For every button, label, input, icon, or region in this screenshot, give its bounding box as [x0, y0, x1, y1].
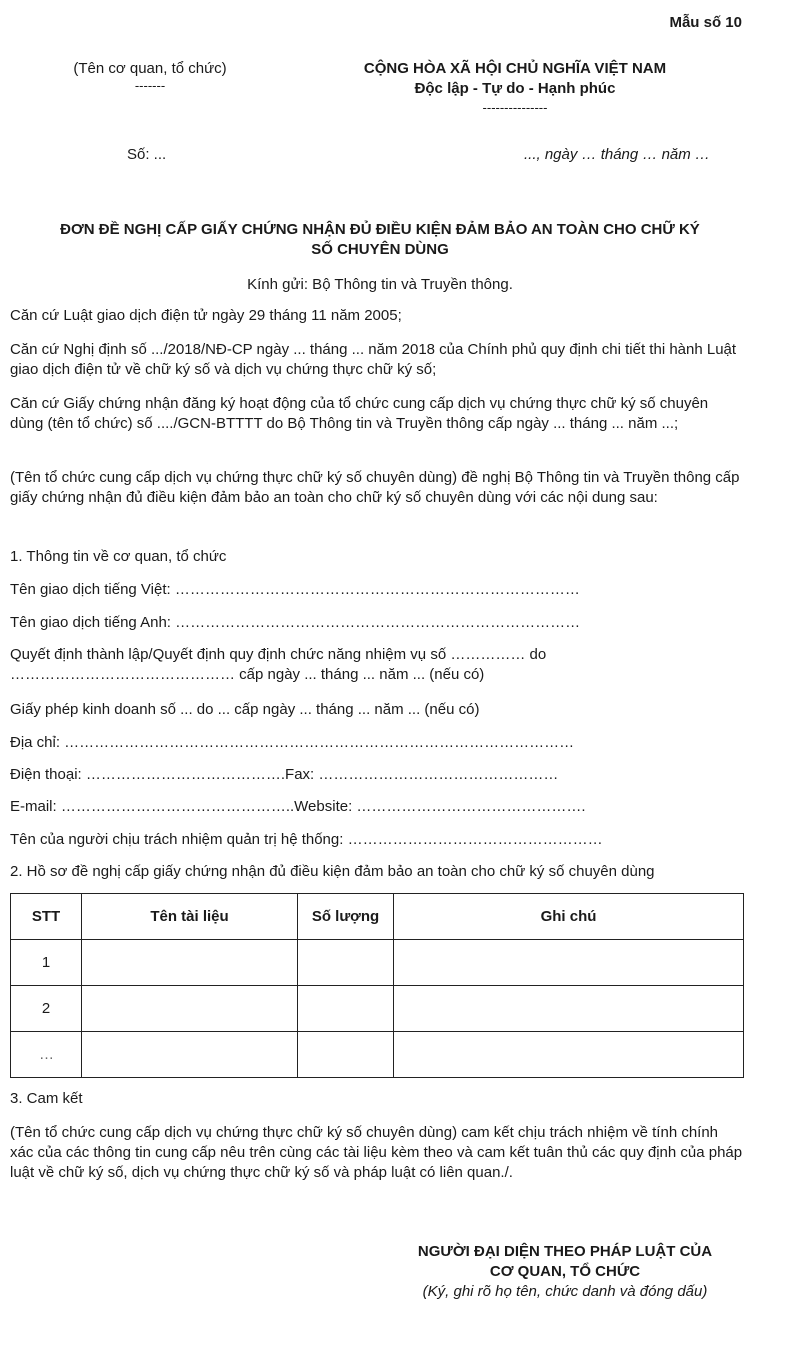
signature-note: (Ký, ghi rõ họ tên, chức danh và đóng dấu)	[422, 1283, 708, 1300]
section1-heading: 1. Thông tin về cơ quan, tổ chức	[10, 548, 227, 565]
commitment-text: (Tên tổ chức cung cấp dịch vụ chứng thực chữ ký số chuyên dùng) cam kết chịu trách nhiệm về tính chính xác của các thông tin cung cấp nêu trên cùng các tài liệu kèm theo và cam kết tuân thủ các quy định của pháp luật về chữ ký số, dịch vụ chứng thực chữ ký số và pháp luật có liên quan./.	[10, 1124, 743, 1181]
phone-fax-field: Điện thoại: ………………………………….Fax: …………………………………………	[10, 766, 559, 783]
motto-rule: ---------------	[482, 100, 548, 115]
column-header-stt: STT	[11, 894, 82, 940]
business-license-field: Giấy phép kinh doanh số ... do ... cấp ngày ... tháng ... năm ... (nếu có)	[10, 701, 480, 718]
agency-name-placeholder: (Tên cơ quan, tổ chức)	[73, 60, 227, 77]
email-website-field: E-mail: ………………………………………..Website: ……………………………………….	[10, 798, 586, 815]
table-cell-stt: 1	[11, 940, 82, 986]
table-row	[11, 986, 744, 1032]
basis-law: Căn cứ Luật giao dịch điện tử ngày 29 tháng 11 năm 2005;	[10, 307, 402, 324]
signature-title-line2: CƠ QUAN, TỔ CHỨC	[489, 1263, 641, 1280]
recipient: Kính gửi: Bộ Thông tin và Truyền thông.	[247, 276, 513, 293]
basis-decree: Căn cứ Nghị định số .../2018/NĐ-CP ngày ... tháng ... năm 2018 của Chính phủ quy định chi tiết thi hành Luật giao dịch điện tử về chữ ký số và dịch vụ chứng thực chữ ký số;	[10, 341, 737, 378]
request-paragraph: (Tên tổ chức cung cấp dịch vụ chứng thực chữ ký số chuyên dùng) đề nghị Bộ Thông tin và Truyền thông cấp giấy chứng nhận đủ điều kiện đảm bảo an toàn cho chữ ký số chuyên dùng với các nội dung sau:	[10, 469, 740, 506]
system-admin-field: Tên của người chịu trách nhiệm quản trị hệ thống: ……………………………………………	[10, 831, 603, 848]
table-cell-stt: …	[11, 1032, 82, 1078]
column-header-quantity: Số lượng	[298, 894, 394, 940]
decision-field-line1: Quyết định thành lập/Quyết định quy định chức năng nhiệm vụ số …………… do	[10, 646, 547, 663]
table-cell-notes	[394, 986, 744, 1032]
table-cell-document-name	[82, 940, 298, 986]
form-title-line1: ĐƠN ĐỀ NGHỊ CẤP GIẤY CHỨNG NHẬN ĐỦ ĐIỀU KIỆN ĐẢM BẢO AN TOÀN CHO CHỮ KÝ	[60, 221, 700, 238]
signature-title-line1: NGƯỜI ĐẠI DIỆN THEO PHÁP LUẬT CỦA	[417, 1243, 713, 1260]
vietnamese-name-field: Tên giao dịch tiếng Việt: ………………………………………………………………………	[10, 581, 580, 598]
agency-rule: -------	[134, 78, 166, 93]
nation-title: CỘNG HÒA XÃ HỘI CHỦ NGHĨA VIỆT NAM	[363, 60, 667, 77]
table-cell-notes	[394, 1032, 744, 1078]
basis-certificate: Căn cứ Giấy chứng nhận đăng ký hoạt động của tổ chức cung cấp dịch vụ chứng thực chữ ký số chuyên dùng (tên tổ chức) số ..../GCN-BTTTT do Bộ Thông tin và Truyền thông cấp ngày ... tháng ... năm ...;	[10, 395, 709, 432]
national-motto: Độc lập - Tự do - Hạnh phúc	[414, 80, 616, 97]
table-cell-document-name	[82, 1032, 298, 1078]
section2-heading: 2. Hồ sơ đề nghị cấp giấy chứng nhận đủ điều kiện đảm bảo an toàn cho chữ ký số chuyên dùng	[10, 863, 655, 880]
document-number: Số: ...	[127, 146, 167, 163]
document-date: ..., ngày … tháng … năm …	[524, 146, 710, 163]
table-cell-quantity	[298, 986, 394, 1032]
column-header-document-name: Tên tài liệu	[82, 894, 298, 940]
table-cell-document-name	[82, 986, 298, 1032]
table-cell-quantity	[298, 940, 394, 986]
form-title-line2: SỐ CHUYÊN DÙNG	[311, 241, 449, 258]
table-cell-quantity	[298, 1032, 394, 1078]
address-field: Địa chỉ: …………………………………………………………………………………………	[10, 734, 575, 751]
table-cell-stt: 2	[11, 986, 82, 1032]
decision-field-line2: ……………………………………… cấp ngày ... tháng ... năm ... (nếu có)	[10, 666, 485, 683]
table-header-row	[11, 894, 744, 940]
form-number: Mẫu số 10	[669, 14, 742, 31]
english-name-field: Tên giao dịch tiếng Anh: ………………………………………………………………………	[10, 614, 581, 631]
table-cell-notes	[394, 940, 744, 986]
column-header-notes: Ghi chú	[394, 894, 744, 940]
documents-table	[10, 893, 744, 1078]
table-row	[11, 1032, 744, 1078]
table-row	[11, 940, 744, 986]
section3-heading: 3. Cam kết	[10, 1090, 83, 1107]
